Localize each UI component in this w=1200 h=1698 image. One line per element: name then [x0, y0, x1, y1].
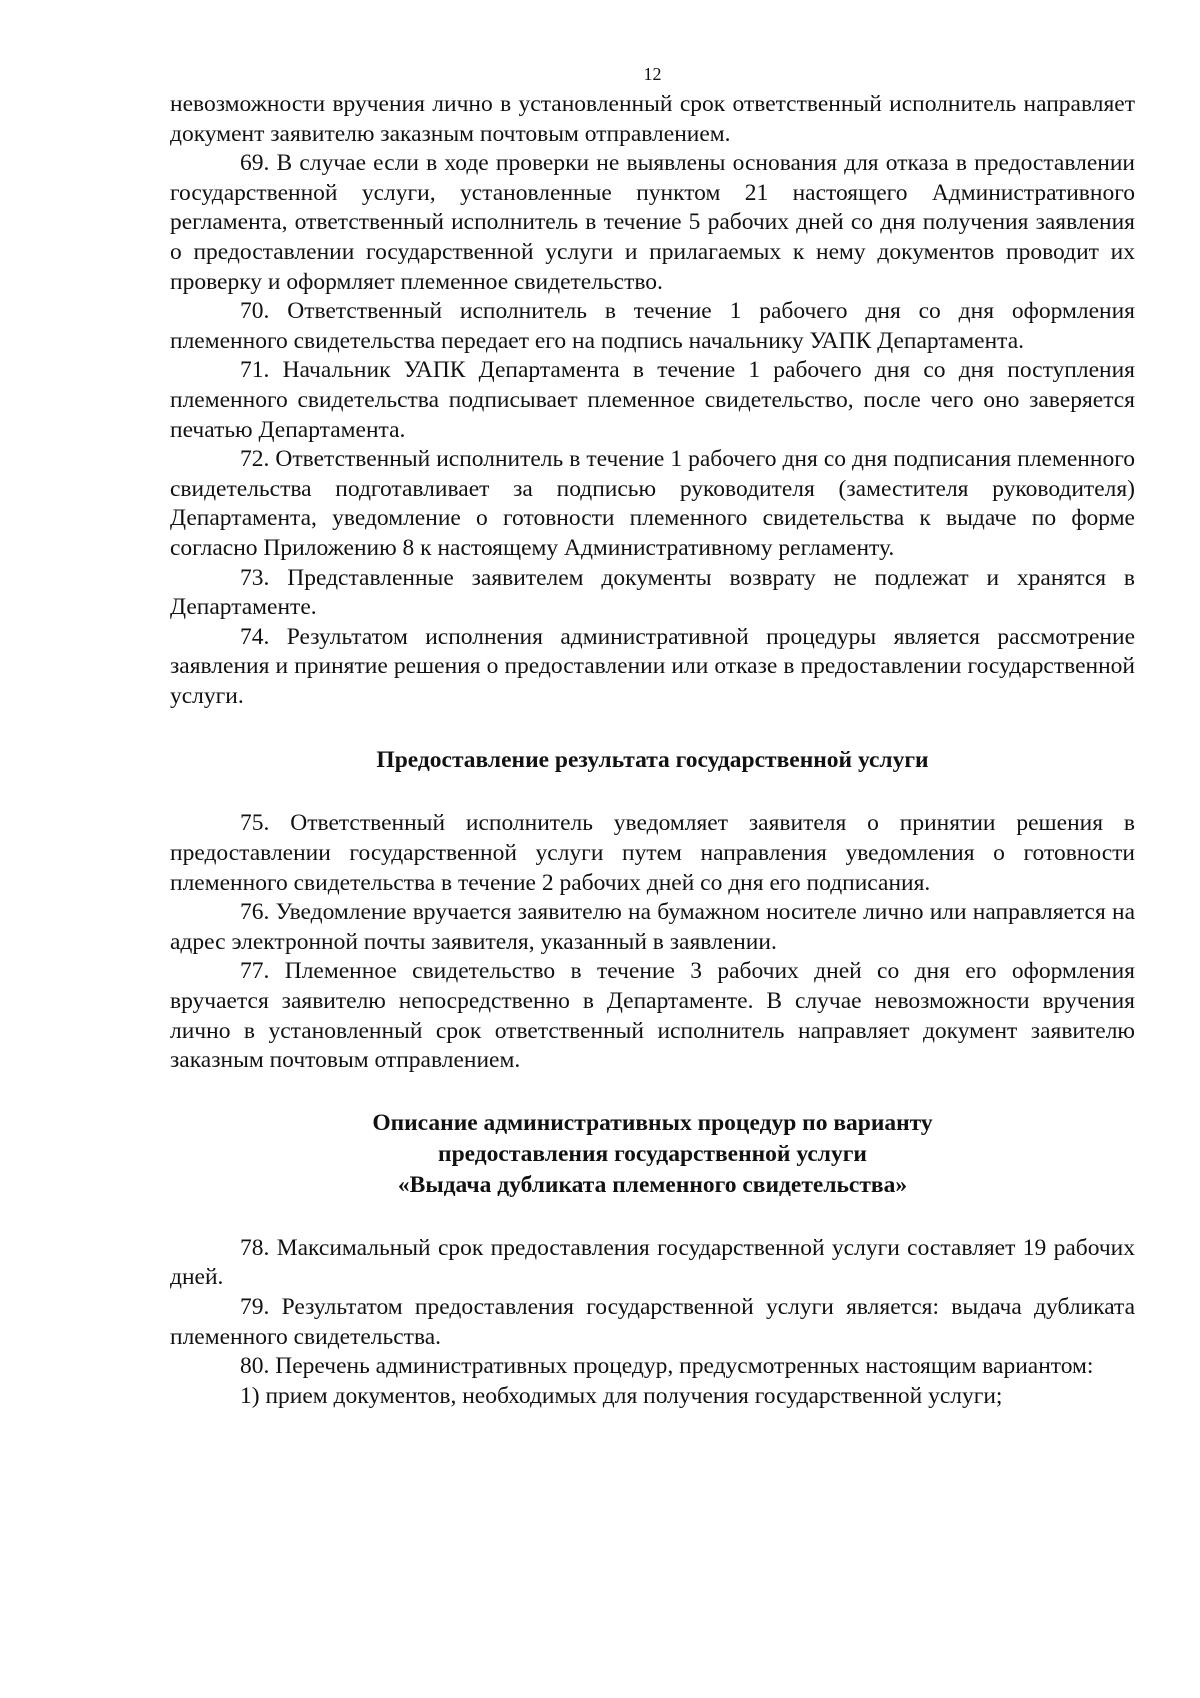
heading-line: предоставления государственной услуги: [438, 1140, 867, 1167]
paragraph-70: 70. Ответственный исполнитель в течение 1 рабочего дня со дня оформления племенного свидетельства передает его на подпись начальнику УАПК Департамента.: [170, 298, 1135, 354]
paragraph-75: 75. Ответственный исполнитель уведомляет заявителя о принятии решения в предоставлении государственной услуги путем направления уведомления о готовности племенного свидетельства в течение 2 рабочих дней со дня его подписания.: [170, 810, 1135, 896]
paragraph-76: 76. Уведомление вручается заявителю на бумажном носителе лично или направляется на адрес электронной почты заявителя, указанный в заявлении.: [170, 899, 1135, 955]
paragraph-80: 80. Перечень административных процедур, предусмотренных настоящим вариантом:: [240, 1353, 1094, 1380]
list-item: 1) прием документов, необходимых для получения государственной услуги;: [240, 1382, 1003, 1409]
paragraph-79: 79. Результатом предоставления государственной услуги является: выдача дубликата племенного свидетельства.: [170, 1294, 1135, 1350]
heading-line: Предоставление результата государственной услуги: [376, 747, 929, 774]
heading-line: «Выдача дубликата племенного свидетельства»: [397, 1171, 908, 1198]
paragraph-71: 71. Начальник УАПК Департамента в течение 1 рабочего дня со дня поступления племенного свидетельства подписывает племенное свидетельство, после чего оно заверяется печатью Департамента.: [170, 357, 1135, 443]
paragraph-69: 69. В случае если в ходе проверки не выявлены основания для отказа в предоставлении государственной услуги, установленные пунктом 21 настоящего Административного регламента, ответственный исполнитель в течение 5 рабочих дней со дня получения заявления о предоставлении государственной услуги и прилагаемых к нему документов проводит их проверку и оформляет племенное свидетельство.: [170, 150, 1135, 295]
section-heading-result: [170, 745, 1135, 776]
section-heading-duplicate: [170, 1108, 1135, 1201]
page-number: 12: [643, 64, 662, 84]
paragraph-78: 78. Максимальный срок предоставления государственной услуги составляет 19 рабочих дней.: [170, 1234, 1135, 1291]
paragraph-73: 73. Представленные заявителем документы возврату не подлежат и хранятся в Департаменте.: [170, 564, 1135, 621]
paragraph-74: 74. Результатом исполнения административной процедуры является рассмотрение заявления и принятие решения о предоставлении или отказе в предоставлении государственной услуги.: [170, 623, 1135, 709]
document-page: [170, 60, 1135, 1411]
paragraph-77: 77. Племенное свидетельство в течение 3 рабочих дней со дня его оформления вручается заявителю непосредственно в Департаменте. В случае невозможности вручения лично в установленный срок ответственный исполнитель направляет документ заявителю заказным почтовым отправлением.: [170, 958, 1135, 1074]
paragraph-continuation: невозможности вручения лично в установленный срок ответственный исполнитель направляет документ заявителю заказным почтовым отправлением.: [170, 91, 1135, 147]
paragraph-72: 72. Ответственный исполнитель в течение 1 рабочего дня со дня подписания племенного свидетельства подготавливает за подписью руководителя (заместителя руководителя) Департамента, уведомление о готовности племенного свидетельства к выдаче по форме согласно Приложению 8 к настоящему Административному регламенту.: [170, 446, 1135, 561]
heading-line: Описание административных процедур по варианту: [372, 1109, 933, 1136]
